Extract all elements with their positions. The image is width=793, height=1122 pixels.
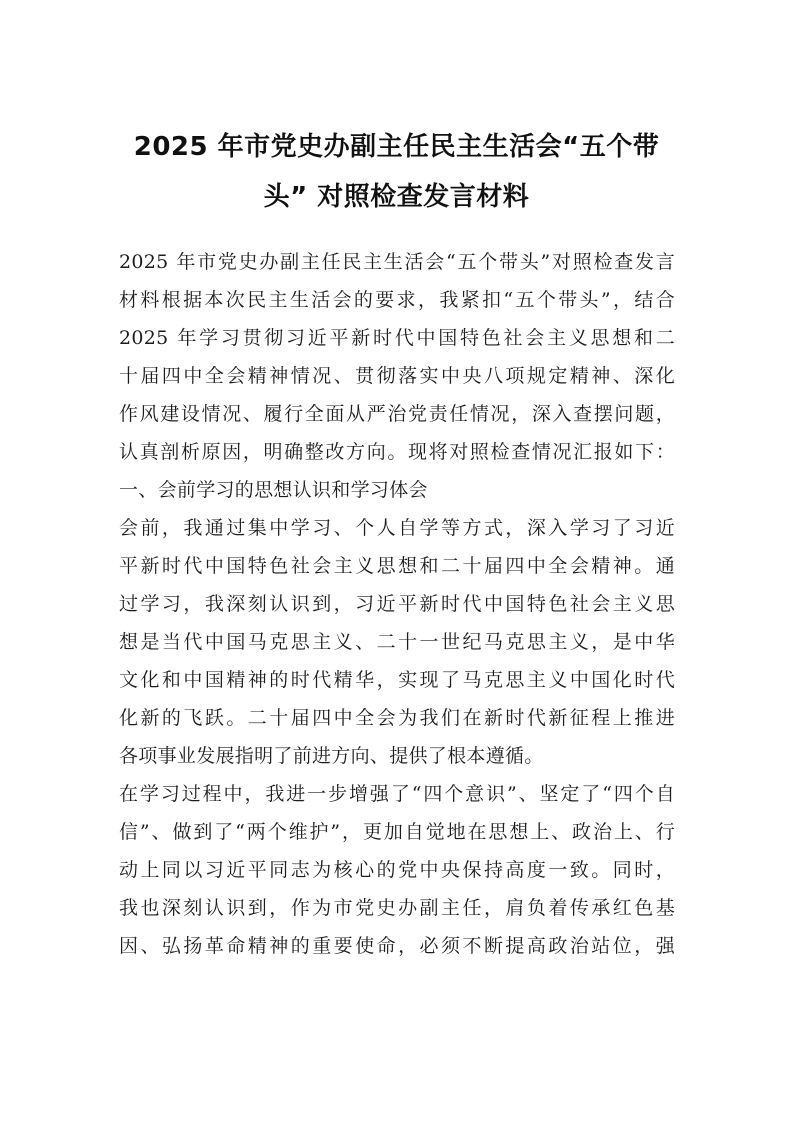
body-line: 2025 年学习贯彻习近平新时代中国特色社会主义思想和二 [119,327,675,349]
body-line: 过学习，我深刻认识到，习近平新时代中国特色社会主义思 [119,593,675,615]
body-line: 化新的飞跃。二十届四中全会为我们在新时代新征程上推进 [119,707,675,729]
body-line: 会前，我通过集中学习、个人自学等方式，深入学习了习近 [119,517,675,539]
body-line: 信”、做到了“两个维护”，更加自觉地在思想上、政治上、行 [119,821,675,843]
body-line: 各项事业发展指明了前进方向、提供了根本遵循。 [119,745,544,767]
title-line-1: 2025 年市党史办副主任民主生活会“五个带 [133,132,660,162]
title-line-2: 头” 对照检查发言材料 [263,182,530,212]
body-line: 作风建设情况、履行全面从严治党责任情况，深入查摆问题， [119,403,675,425]
body-line: 我也深刻认识到，作为市党史办副主任，肩负着传承红色基 [119,897,675,919]
body-line: 十届四中全会精神情况、贯彻落实中央八项规定精神、深化 [119,365,675,387]
body-line: 认真剖析原因，明确整改方向。现将对照检查情况汇报如下： [119,441,675,463]
body-line: 动上同以习近平同志为核心的党中央保持高度一致。同时， [119,859,675,881]
document-body [119,243,675,965]
body-line: 材料根据本次民主生活会的要求，我紧扣“五个带头”，结合 [119,289,675,311]
body-line: 平新时代中国特色社会主义思想和二十届四中全会精神。通 [119,555,675,577]
body-line: 想是当代中国马克思主义、二十一世纪马克思主义，是中华 [119,631,675,653]
body-line: 文化和中国精神的时代精华，实现了马克思主义中国化时代 [119,669,675,691]
document-title [100,122,693,222]
section-heading: 一、会前学习的思想认识和学习体会 [119,479,428,501]
body-line: 在学习过程中，我进一步增强了“四个意识”、坚定了“四个自 [119,783,675,805]
body-line: 2025 年市党史办副主任民主生活会“五个带头”对照检查发言 [119,251,675,273]
body-line: 因、弘扬革命精神的重要使命，必须不断提高政治站位，强 [119,935,675,957]
